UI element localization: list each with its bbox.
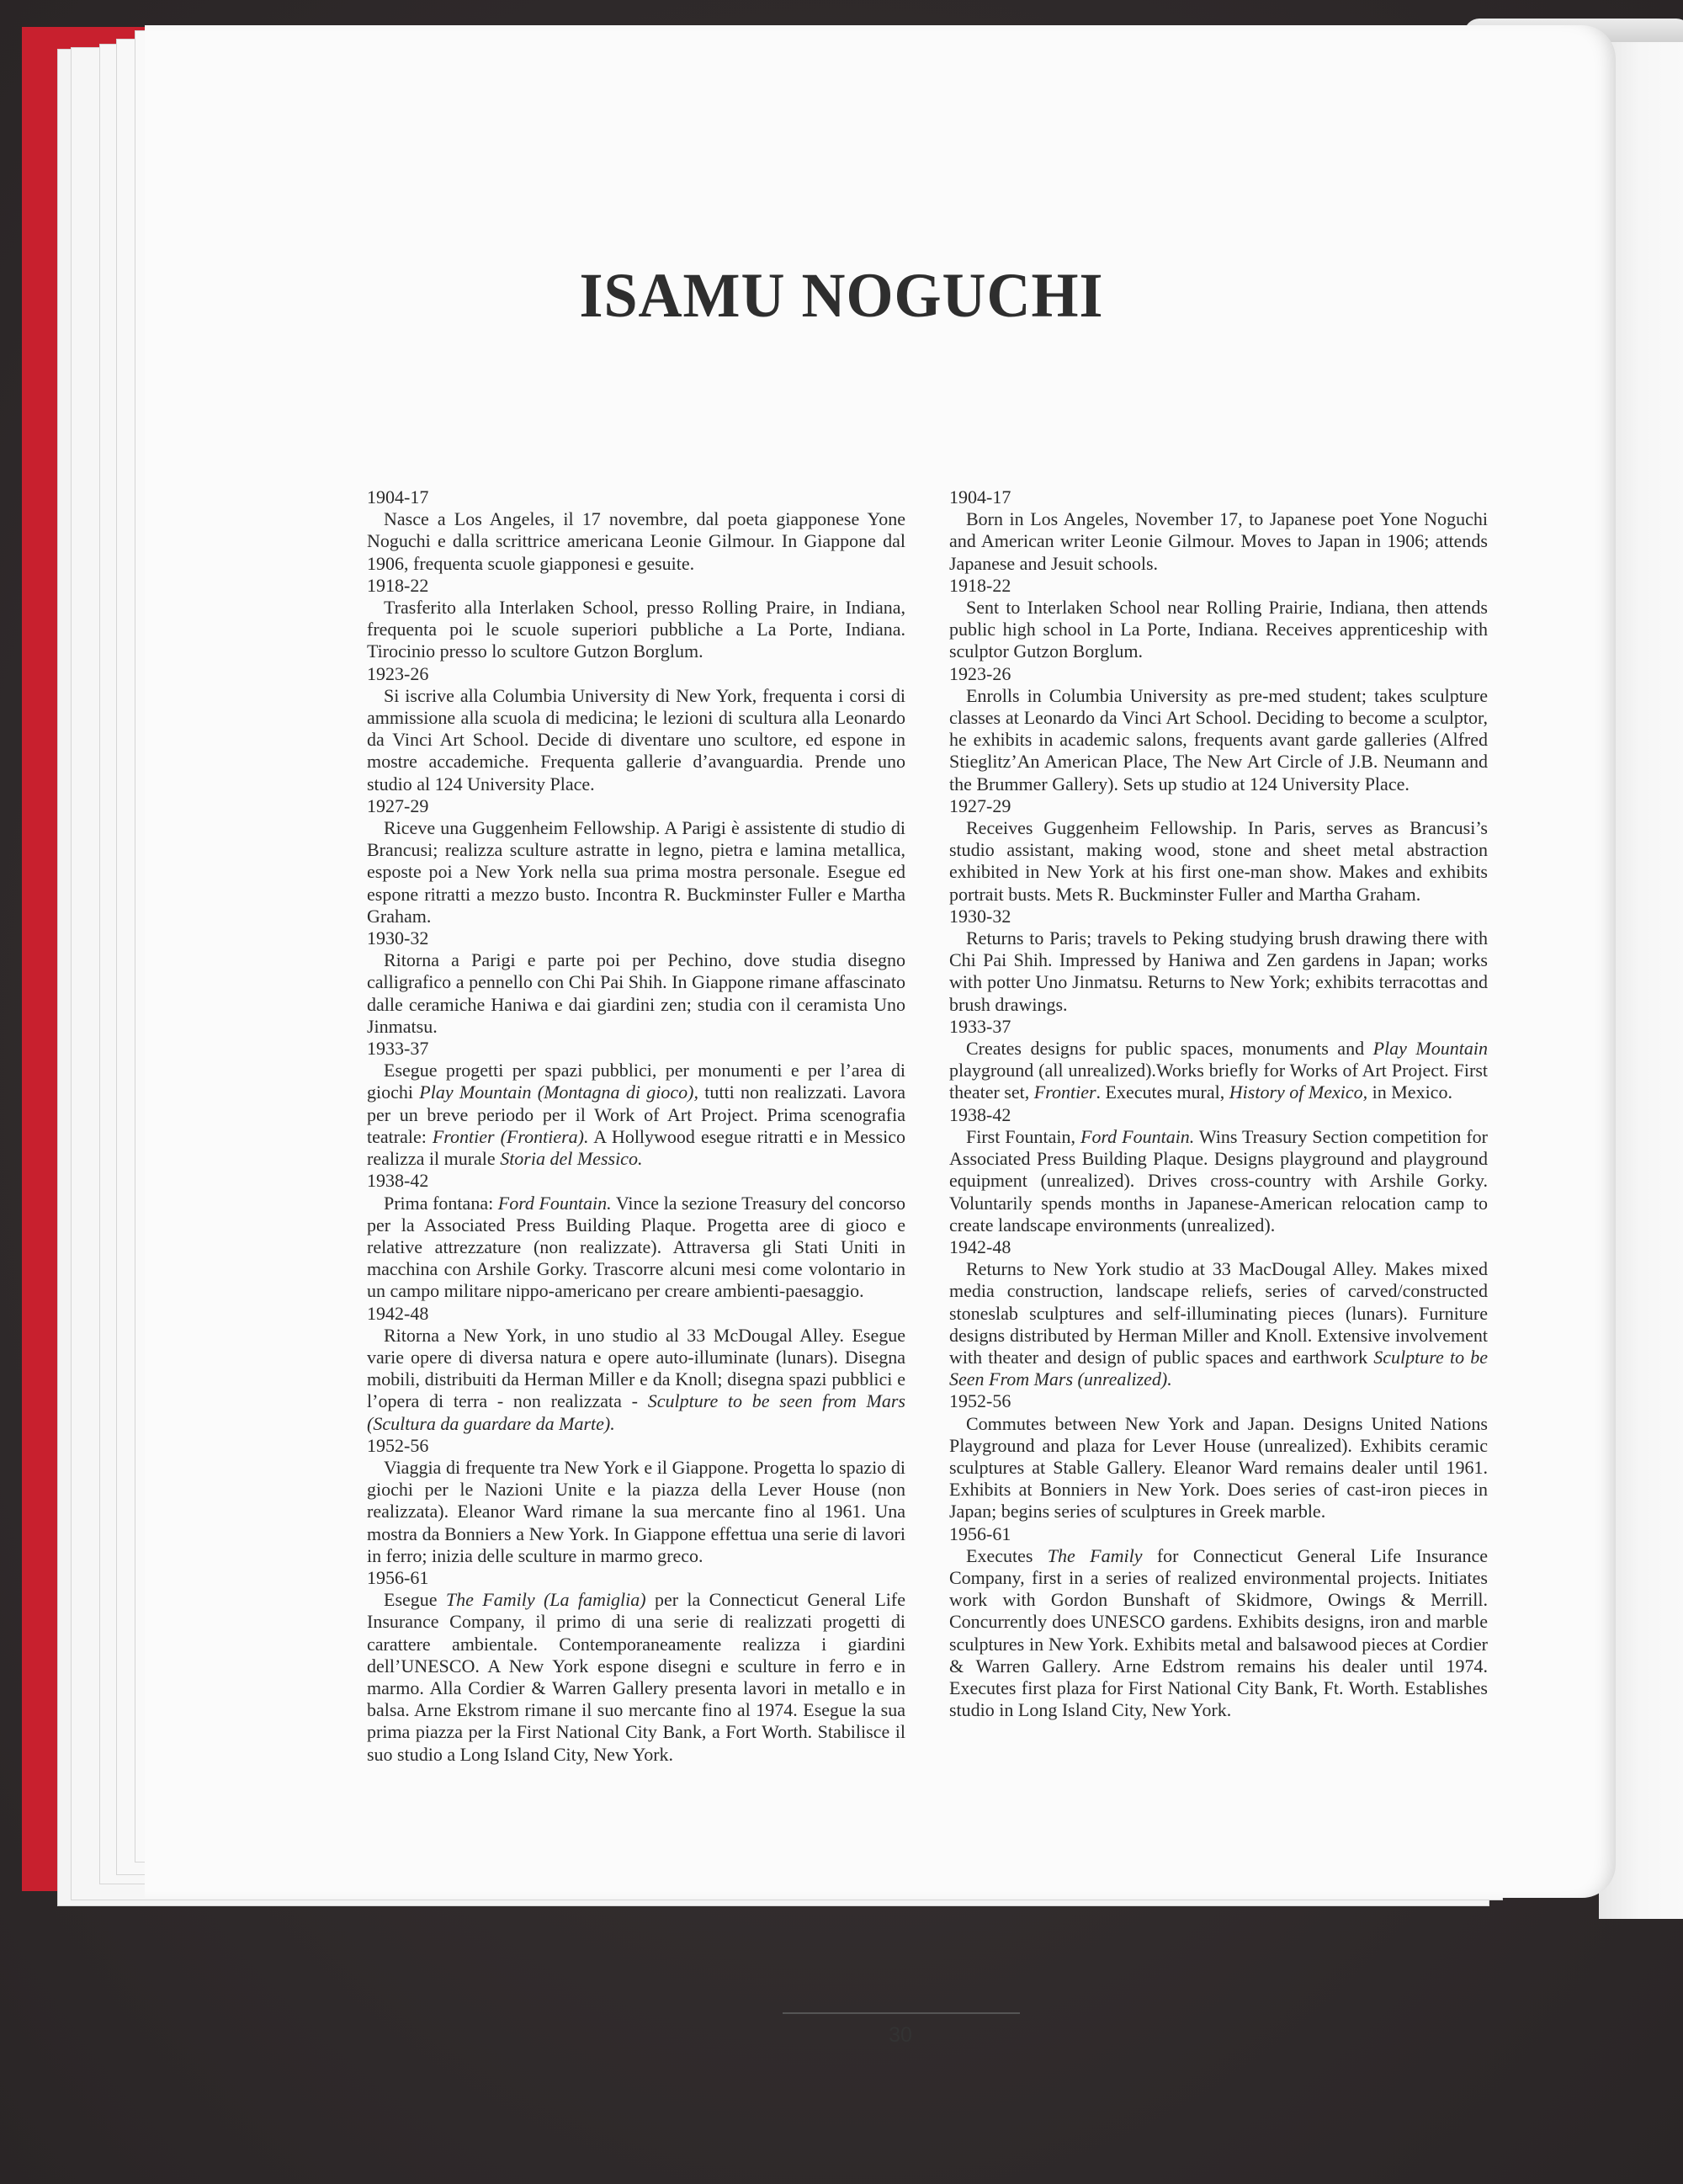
entry-year: 1942-48 (367, 1302, 429, 1324)
entry-year: 1904-17 (367, 486, 429, 507)
entry-text: Esegue progetti per spazi pubblici, per monumenti e per l’area di giochi Play Mountain (Montagna di gioco), tutti non realizzati. Lavora per un breve periodo per il Work of Art Project. Prima scenografia teatrale: Frontier (Frontiera). A Hollywood esegue ritratti e in Messico realizza il murale Storia del Messico. (367, 1060, 905, 1170)
entry-text: Sent to Interlaken School near Rolling Prairie, Indiana, then attends public high school in La Porte, Indiana. Receives apprenticeship with sculptor Gutzon Borglum. (949, 597, 1488, 662)
entry-year: 1942-48 (949, 1235, 1011, 1257)
page-number: 30 (889, 2023, 912, 2047)
entry-text: Esegue The Family (La famiglia) per la Connecticut General Life Insurance Company, il primo di una serie di realizzati progetti di carattere ambientale. Contemporaneamente realizza i giardini dell’UNESCO. A New York espone disegni e sculture in ferro e in marmo. Alla Cordier & Warren Gallery presenta lavori in metallo e in balsa. Arne Ekstrom rimane il suo mercante fino al 1974. Esegue la sua prima piazza per la First National City Bank, a Fort Worth. Stabilisce il suo studio a Long Island City, New York. (367, 1589, 905, 1765)
entry-year: 1927-29 (949, 794, 1011, 816)
entry-year: 1930-32 (367, 927, 429, 949)
entry-year: 1927-29 (367, 794, 429, 816)
entry-year: 1933-37 (367, 1038, 429, 1060)
entry-text: Receives Guggenheim Fellowship. In Paris, serves as Brancusi’s studio assistant, making wood, stone and sheet metal abstraction exhibited in New York at his first one-man show. Makes and exhibits portrait busts. Mets R. Buckminster Fuller and Martha Graham. (949, 817, 1488, 905)
entry-year: 1952-56 (949, 1390, 1011, 1412)
entry-text: Born in Los Angeles, November 17, to Japanese poet Yone Noguchi and American writer Leonie Gilmour. Moves to Japan in 1906; attends Japanese and Jesuit schools. (949, 508, 1488, 574)
entry-text: Ritorna a Parigi e parte poi per Pechino, dove studia disegno calligrafico a pennello con Chi Pai Shih. In Giappone rimane affascinato dalle ceramiche Haniwa e dai giardini zen; studia con il ceramista Uno Jinmatsu. (367, 949, 905, 1037)
entry-year: 1933-37 (949, 1015, 1011, 1037)
entry-year: 1923-26 (949, 662, 1011, 684)
entry-text: First Fountain, Ford Fountain. Wins Treasury Section competition for Associated Press Building Plaque. Designs playground and playground equipment (unrealized). Drives cross-country with Arshile Gorky. Voluntarily spends months in Japanese-American relocation camp to create landscape environments (unrealized). (949, 1125, 1489, 1235)
entry-text: Enrolls in Columbia University as pre-med student; takes sculpture classes at Leonardo da Vinci Art School. Deciding to become a sculptor, he exhibits in academic salons, frequents avant garde galleries (Alfred Stieglitz’An American Place, The New Art Circle of J.B. Neumann and the Brummer Gallery). Sets up studio at 124 University Place. (949, 684, 1488, 794)
chronology-italian (367, 486, 905, 1766)
entry-text: Returns to Paris; travels to Peking studying brush drawing there with Chi Pai Shih. Impressed by Haniwa and Zen gardens in Japan; works with potter Uno Jinmatsu. Returns to New York; exhibits terracottas and brush drawings. (949, 927, 1488, 1015)
footer-rule (783, 2012, 1020, 2014)
entry-year: 1923-26 (367, 662, 429, 684)
entry-text: Viaggia di frequente tra New York e il Giappone. Progetta lo spazio di giochi per le Nazioni Unite e la piazza della Lever House (non realizzata). Eleanor Ward rimane la sua mercante fino al 1961. Una mostra da Bonniers a New York. In Giappone effettua una serie di lavori in ferro; inizia delle sculture in marmo greco. (367, 1456, 905, 1566)
entry-year: 1938-42 (949, 1103, 1011, 1125)
entry-year: 1952-56 (367, 1434, 429, 1456)
entry-text: Ritorna a New York, in uno studio al 33 McDougal Alley. Esegue varie opere di diversa natura e opere auto-illuminate (lunars). Disegna mobili, distribuiti da Herman Miller e da Knoll; disegna spazi pubblici e l’opera di terra - non realizzata - Sculpture to be seen from Mars (Scultura da guardare da Marte). (367, 1324, 905, 1434)
entry-text: Returns to New York studio at 33 MacDougal Alley. Makes mixed media construction, landscape reliefs, series of carved/constructed stoneslab sculptures and self-illuminating pieces (lunars). Furniture designs distributed by Herman Miller and Knoll. Extensive involvement with theater and design of public spaces and earthwork Sculpture to be Seen From Mars (unrealized). (949, 1258, 1488, 1390)
page-title: ISAMU NOGUCHI (579, 260, 1104, 332)
entry-text: Riceve una Guggenheim Fellowship. A Parigi è assistente di studio di Brancusi; realizza sculture astratte in legno, pietra e lamina metallica, esposte poi a New York nella sua prima mostra personale. Esegue ed espone ritratti a mezzo busto. Incontra R. Buckminster Fuller e Martha Graham. (367, 817, 905, 927)
entry-year: 1956-61 (367, 1566, 429, 1588)
entry-text: Nasce a Los Angeles, il 17 novembre, dal poeta giapponese Yone Noguchi e dalla scrittrice americana Leonie Gilmour. In Giappone dal 1906, frequenta scuole giapponesi e gesuite. (367, 508, 905, 574)
entry-year: 1930-32 (949, 905, 1011, 927)
entry-text: Commutes between New York and Japan. Designs United Nations Playground and plaza for Lever House (unrealized). Exhibits ceramic sculptures at Stable Gallery. Eleanor Ward remains dealer until 1961. Exhibits at Bonniers in New York. Does series of cast-iron pieces in Japan; begins series of sculptures in Greek marble. (949, 1412, 1488, 1522)
entry-year: 1918-22 (949, 574, 1011, 596)
entry-year: 1904-17 (949, 486, 1011, 507)
entry-text: Executes The Family for Connecticut General Life Insurance Company, first in a series of realized environmental projects. Initiates work with Gordon Bunshaft of Skidmore, Owings & Merrill. Concurrently does UNESCO gardens. Exhibits designs, iron and marble sculptures in New York. Exhibits metal and balsawood pieces at Cordier & Warren Gallery. Arne Edstrom remains his dealer until 1974. Executes first plaza for First National City Bank, Ft. Worth. Establishes studio in Long Island City, New York. (949, 1544, 1489, 1721)
entry-text: Trasferito alla Interlaken School, presso Rolling Praire, in Indiana, frequenta poi le scuole superiori pubbliche a La Porte, Indiana. Tirocinio presso lo scultore Gutzon Borglum. (367, 597, 905, 662)
chronology-english (949, 486, 1488, 1721)
entry-text: Si iscrive alla Columbia University di New York, frequenta i corsi di ammissione alla scuola di medicina; le lezioni di scultura alla Leonardo da Vinci Art School. Decide di diventare uno scultore, ed espone in mostre accademiche. Frequenta gallerie d’avanguardia. Prende uno studio al 124 University Place. (367, 684, 905, 794)
entry-year: 1956-61 (949, 1522, 1011, 1544)
entry-text: Creates designs for public spaces, monuments and Play Mountain playground (all unrealized).Works briefly for Works of Art Project. First theater set, Frontier. Executes mural, History of Mexico, in Mexico. (949, 1038, 1488, 1103)
entry-year: 1918-22 (367, 574, 429, 596)
entry-year: 1938-42 (367, 1170, 429, 1192)
entry-text: Prima fontana: Ford Fountain. Vince la sezione Treasury del concorso per la Associated Press Building Plaque. Progetta aree di gioco e relative attrezzature (non realizzate). Attraversa gli Stati Uniti in macchina con Arshile Gorky. Trascorre alcuni mesi come volontario in un campo militare nippo-americano per creare ambienti-paesaggio. (367, 1192, 905, 1302)
